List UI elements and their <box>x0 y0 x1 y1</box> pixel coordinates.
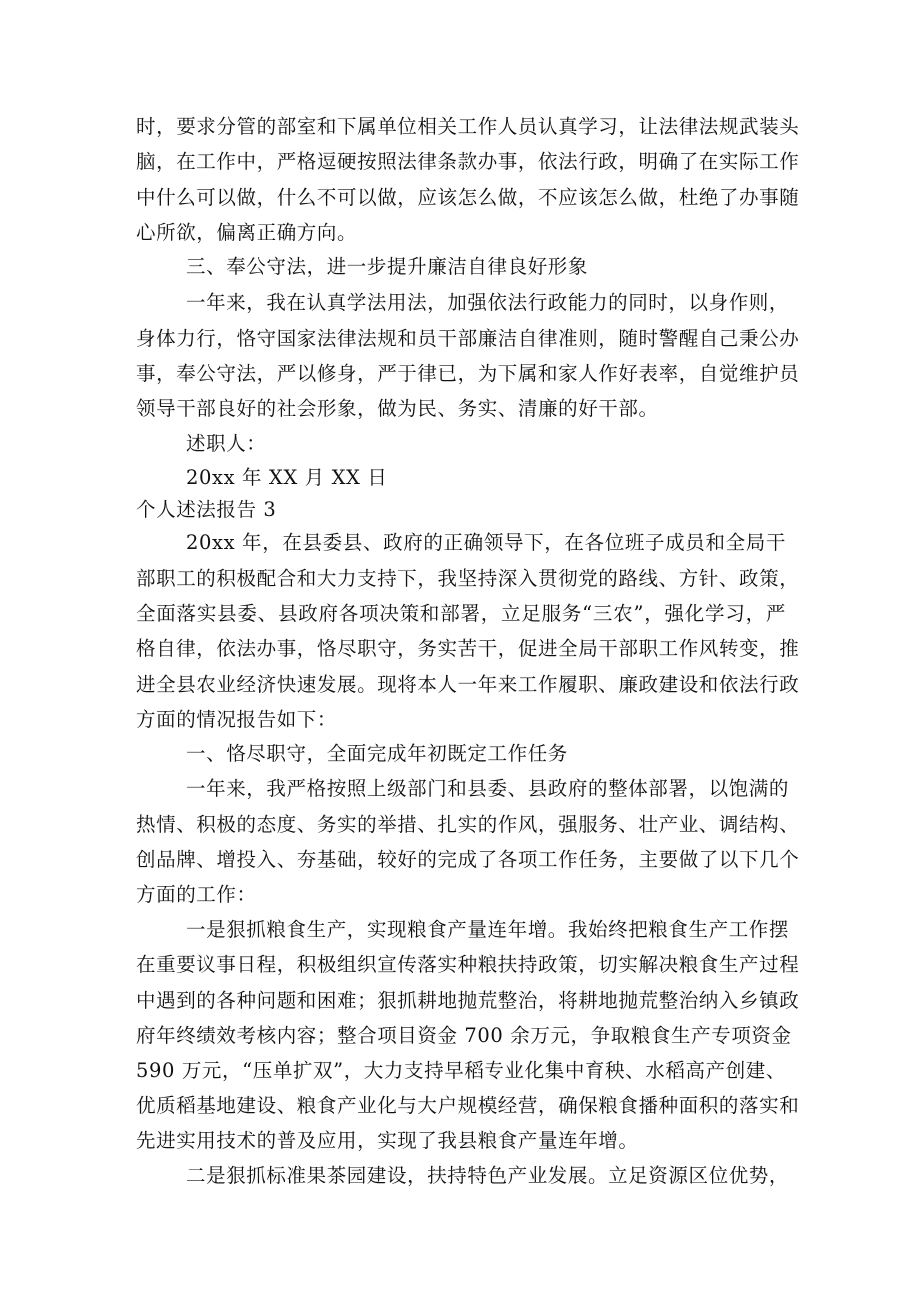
text-line: 一年来，我严格按照上级部门和县委、县政府的整体部署，以饱满的 <box>186 777 790 800</box>
text-line: 热情、积极的态度、务实的举措、扎实的作风，强服务、壮产业、调结构、 <box>136 813 800 836</box>
text-line: 方面的情况报告如下： <box>136 708 338 731</box>
text-line: 进全县农业经济快速发展。现将本人一年来工作履职、廉政建设和依法行政 <box>136 673 800 696</box>
text-line: 一年来，我在认真学法用法，加强依法行政能力的同时，以身作则， <box>186 291 790 314</box>
text-line: 心所欲，偏离正确方向。 <box>136 221 358 244</box>
text-line: 中遇到的各种问题和困难；狠抓耕地抛荒整治，将耕地抛荒整治纳入乡镇政 <box>136 989 800 1012</box>
text-line: 领导干部良好的社会形象，做为民、务实、清廉的好干部。 <box>136 397 659 420</box>
text-line: 二是狠抓标准果茶园建设，扶持特色产业发展。立足资源区位优势， <box>186 1164 790 1187</box>
text-line: 创品牌、增投入、夯基础，较好的完成了各项工作任务，主要做了以下几个 <box>136 848 800 871</box>
text-line: 一是狠抓粮食生产，实现粮食产量连年增。我始终把粮食生产工作摆 <box>186 918 790 941</box>
signature-label: 述职人： <box>186 432 267 455</box>
text-line: 格自律，依法办事，恪尽职守，务实苦干，促进全局干部职工作风转变，推 <box>136 637 800 660</box>
text-line: 20xx 年，在县委县、政府的正确领导下，在各位班子成员和全局干 <box>186 531 786 554</box>
text-line: 在重要议事日程，积极组织宣传落实种粮扶持政策，切实解决粮食生产过程 <box>136 953 800 976</box>
text-line: 身体力行，恪守国家法律法规和员干部廉洁自律准则，随时警醒自己秉公办 <box>136 327 800 350</box>
text-line: 先进实用技术的普及应用，实现了我县粮食产量连年增。 <box>136 1129 639 1152</box>
text-line: 中什么可以做，什么不可以做，应该怎么做，不应该怎么做，杜绝了办事随 <box>136 186 800 209</box>
section-heading: 三、奉公守法，进一步提升廉洁自律良好形象 <box>186 255 589 278</box>
text-line: 部职工的积极配合和大力支持下，我坚持深入贯彻党的路线、方针、政策， <box>136 567 800 590</box>
report-date: 20xx 年 XX 月 XX 日 <box>186 466 388 489</box>
text-line: 优质稻基地建设、粮食产业化与大户规模经营，确保粮食播种面积的落实和 <box>136 1094 800 1117</box>
text-line: 590 万元，“压单扩双”，大力支持早稻专业化集中育秧、水稻高产创建、 <box>136 1059 786 1082</box>
text-line: 脑，在工作中，严格逗硬按照法律条款办事，依法行政，明确了在实际工作 <box>136 150 800 173</box>
text-line: 时，要求分管的部室和下属单位相关工作人员认真学习，让法律法规武装头 <box>136 115 800 138</box>
section-heading: 一、恪尽职守，全面完成年初既定工作任务 <box>186 742 568 765</box>
text-line: 方面的工作： <box>136 883 257 906</box>
text-line: 全面落实县委、县政府各项决策和部署，立足服务“三农”，强化学习，严 <box>136 602 786 625</box>
text-line: 府年终绩效考核内容；整合项目资金 700 余万元，争取粮食生产专项资金 <box>136 1024 792 1047</box>
text-line: 事，奉公守法，严以修身，严于律已，为下属和家人作好表率，自觉维护员 <box>136 362 800 385</box>
report-title: 个人述法报告 3 <box>136 498 277 521</box>
